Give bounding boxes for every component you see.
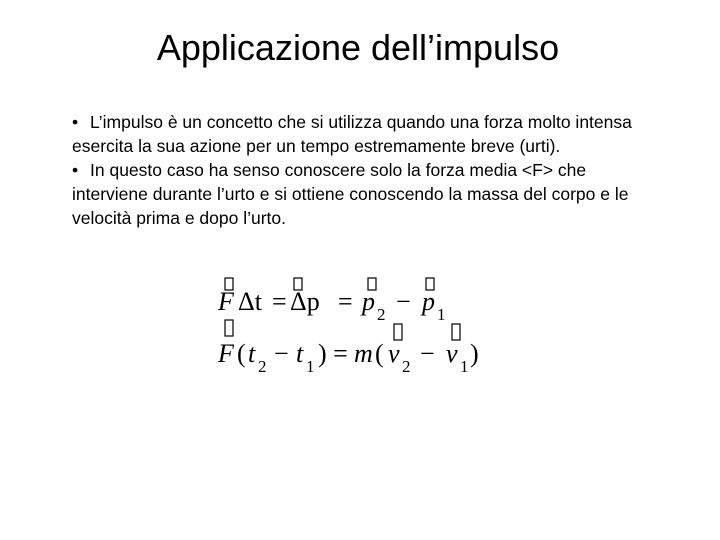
bullet-text: L’impulso è un concetto che si utilizza quando una forza molto intensa esercita la sua azione per un tempo estremamente breve (urti). (72, 112, 632, 156)
formula-line-1 (217, 287, 446, 324)
symbol-t2: t (248, 339, 256, 368)
symbol-paren-close-equals: ) = (318, 339, 348, 368)
symbol-equals: = (338, 287, 353, 316)
symbol-delta-t: Δt (238, 287, 262, 316)
symbol-F: F (218, 339, 234, 368)
subscript-2: 2 (258, 357, 267, 376)
symbol-v1: v (446, 339, 458, 368)
symbol-equals: = (272, 287, 287, 316)
bullet-marker: • (72, 112, 79, 132)
subscript-2: 2 (402, 357, 411, 376)
symbol-paren-open: ( (375, 339, 384, 368)
subscript-2: 2 (377, 305, 386, 324)
symbol-paren-close: ) (470, 339, 479, 368)
symbol-paren-open: ( (237, 339, 246, 368)
symbol-F: F (218, 287, 234, 316)
symbol-minus: − (274, 339, 289, 368)
slide-title: Applicazione dell’impulso (156, 27, 560, 68)
symbol-t1: t (296, 339, 304, 368)
bullet-text: In questo caso ha senso conoscere solo la forza media <F> che interviene durante l’urto e si ottiene conoscendo la massa del corpo e le velocità prima e dopo l’urto. (72, 160, 629, 228)
symbol-delta-p: Δp (290, 287, 320, 316)
symbol-minus: − (420, 339, 435, 368)
impulse-formula (210, 274, 490, 384)
formula-line-2 (217, 339, 479, 376)
slide-body (72, 110, 632, 230)
subscript-1: 1 (460, 357, 469, 376)
bullet-marker: • (72, 160, 79, 180)
symbol-p2: p (362, 287, 375, 316)
symbol-p1: p (422, 287, 435, 316)
bullet-item (72, 110, 632, 158)
symbol-minus: − (396, 287, 411, 316)
symbol-v2: v (388, 339, 400, 368)
subscript-1: 1 (437, 305, 446, 324)
symbol-m: m (354, 339, 373, 368)
bullet-item (72, 158, 632, 230)
formula-graphic (210, 274, 490, 384)
subscript-1: 1 (306, 357, 315, 376)
